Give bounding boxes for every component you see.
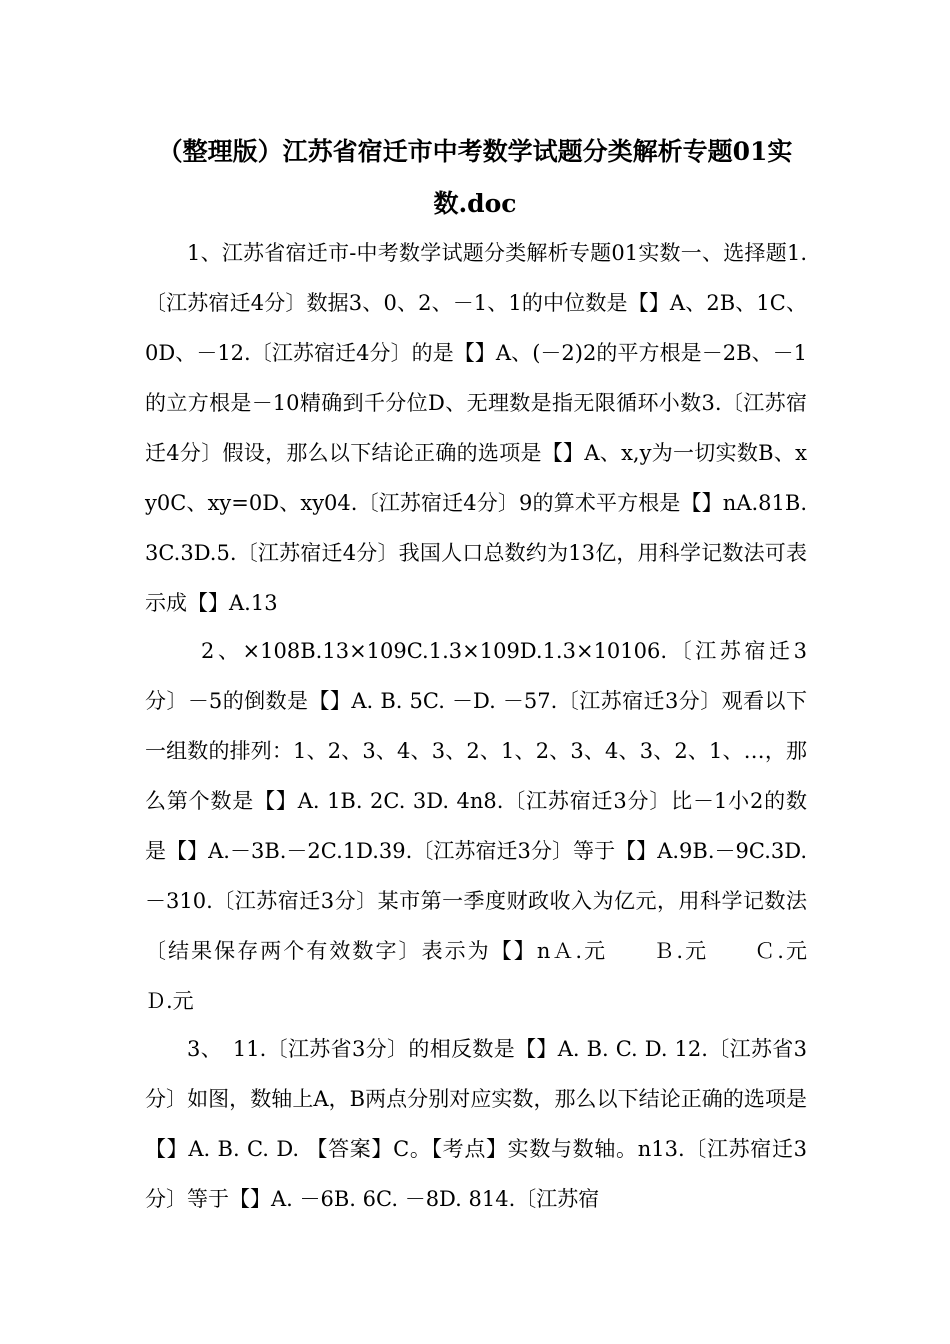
paragraph-3: 3、 11.〔江苏省3分〕的相反数是【】A. B. C. D. 12.〔江苏省3分〕如图，数轴上A，B两点分别对应实数，那么以下结论正确的选项是【】A. B. C. D. 【答案】C。【考点】实数与数轴。n13.〔江苏宿迁3分〕等于【】A. －6B. 6C. －8D. 814.〔江苏宿 (145, 1037, 807, 1211)
paragraph-2: 2、×108B.13×109C.1.3×109D.1.3×10106.〔江苏宿迁3分〕－5的倒数是【】A. B. 5C. －D. －57.〔江苏宿迁3分〕观看以下一组数的排列：1、2、3、4、3、2、1、2、3、4、3、2、1、…，那么第个数是【】A. 1B. 2C. 3D. 4n8.〔江苏宿迁3分〕比－1小2的数是【】A.－3B.－2C.1D.39.〔江苏宿迁3分〕等于【】A.9B.－9C.3D.－310.〔江苏宿迁3分〕某市第一季度财政收入为亿元，用科学记数法〔结果保存两个有效数字〕表示为【】nＡ.元 Ｂ.元 Ｃ.元 Ｄ.元 (145, 639, 849, 1013)
document-title: （整理版）江苏省宿迁市中考数学试题分类解析专题01实数.doc (157, 137, 793, 218)
paragraph-1: 1、江苏省宿迁市-中考数学试题分类解析专题01实数一、选择题1.〔江苏宿迁4分〕数据3、0、2、－1、1的中位数是【】A、2B、1C、0D、－12.〔江苏宿迁4分〕的是【】A、(－2)2的平方根是－2B、－1的立方根是－10精确到千分位D、无理数是指无限循环小数3.〔江苏宿迁4分〕假设，那么以下结论正确的选项是【】A、x,y为一切实数B、xy0C、xy=0D、xy04.〔江苏宿迁4分〕9的算术平方根是【】nA.81B.3C.3D.5.〔江苏宿迁4分〕我国人口总数约为13亿，用科学记数法可表示成【】A.13 (145, 241, 807, 615)
